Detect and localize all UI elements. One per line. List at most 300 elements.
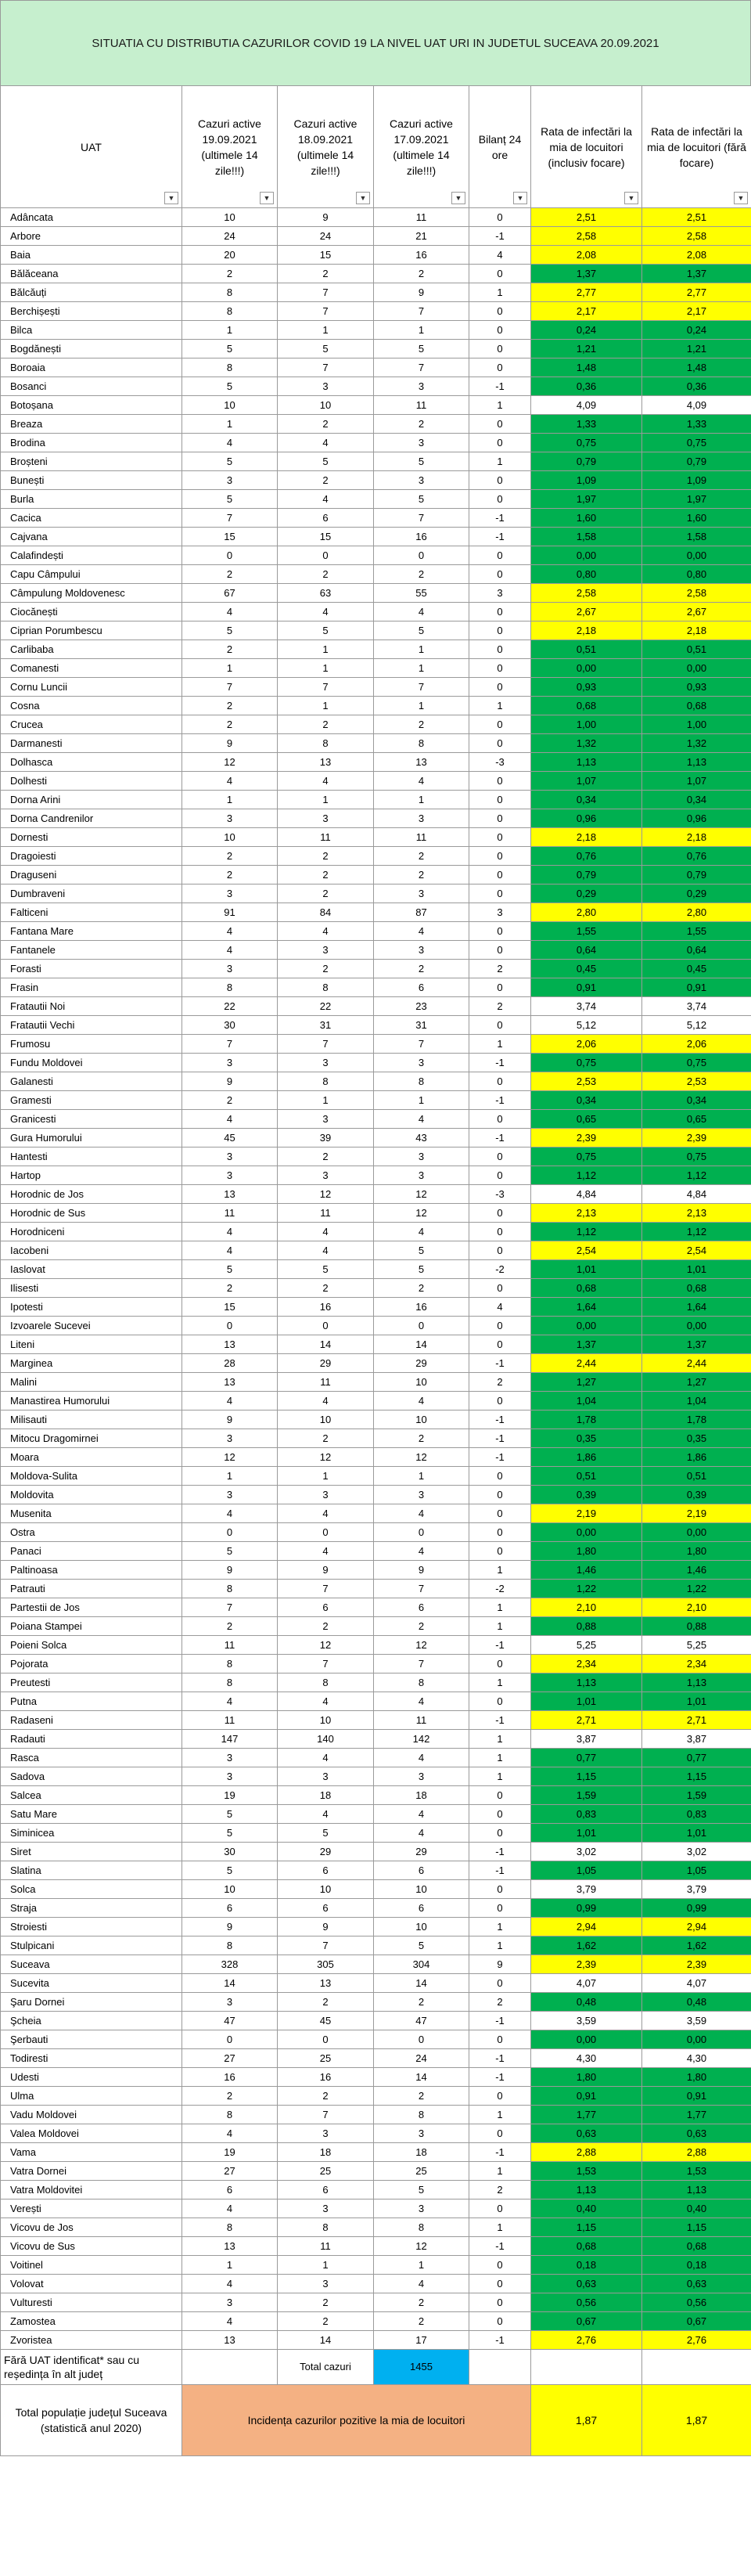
active-19-cell[interactable]: 2 <box>182 565 278 584</box>
rate-excl-cell[interactable]: 0,88 <box>642 1617 751 1636</box>
active-19-cell[interactable]: 1 <box>182 1467 278 1486</box>
active-19-cell[interactable]: 10 <box>182 1880 278 1899</box>
balance-cell[interactable]: -2 <box>469 1580 531 1598</box>
rate-excl-cell[interactable]: 1,86 <box>642 1448 751 1467</box>
active-17-cell[interactable]: 13 <box>374 753 469 772</box>
active-18-cell[interactable]: 1 <box>278 791 374 809</box>
active-18-cell[interactable]: 16 <box>278 2068 374 2087</box>
rate-incl-cell[interactable]: 1,01 <box>531 1824 642 1843</box>
rate-incl-cell[interactable]: 0,64 <box>531 941 642 960</box>
rate-excl-cell[interactable]: 0,40 <box>642 2200 751 2218</box>
active-19-cell[interactable]: 4 <box>182 1223 278 1241</box>
active-17-cell[interactable]: 25 <box>374 2162 469 2181</box>
active-18-cell[interactable]: 15 <box>278 528 374 546</box>
active-17-cell[interactable]: 1 <box>374 2256 469 2275</box>
active-19-cell[interactable]: 8 <box>182 358 278 377</box>
rate-excl-cell[interactable]: 0,76 <box>642 847 751 866</box>
active-17-cell[interactable]: 1 <box>374 791 469 809</box>
balance-cell[interactable]: 0 <box>469 1279 531 1298</box>
rate-excl-cell[interactable]: 0,34 <box>642 791 751 809</box>
uat-name-cell[interactable]: Udesti <box>1 2068 182 2087</box>
active-18-cell[interactable]: 29 <box>278 1843 374 1861</box>
active-18-cell[interactable]: 8 <box>278 1673 374 1692</box>
rate-incl-cell[interactable]: 0,77 <box>531 1749 642 1767</box>
rate-incl-cell[interactable]: 2,39 <box>531 1129 642 1147</box>
active-18-cell[interactable]: 13 <box>278 1974 374 1993</box>
active-17-cell[interactable]: 4 <box>374 1504 469 1523</box>
active-17-cell[interactable]: 2 <box>374 2087 469 2106</box>
balance-cell[interactable]: 0 <box>469 358 531 377</box>
uat-name-cell[interactable]: Bilca <box>1 321 182 340</box>
uat-name-cell[interactable]: Cosna <box>1 697 182 715</box>
active-19-cell[interactable]: 19 <box>182 2143 278 2162</box>
rate-incl-cell[interactable]: 1,22 <box>531 1580 642 1598</box>
rate-incl-cell[interactable]: 2,17 <box>531 302 642 321</box>
active-17-cell[interactable]: 23 <box>374 997 469 1016</box>
uat-name-cell[interactable]: Cajvana <box>1 528 182 546</box>
active-18-cell[interactable]: 3 <box>278 1767 374 1786</box>
active-17-cell[interactable]: 2 <box>374 1279 469 1298</box>
rate-incl-cell[interactable]: 1,58 <box>531 528 642 546</box>
uat-name-cell[interactable]: Dorna Arini <box>1 791 182 809</box>
active-18-cell[interactable]: 2 <box>278 1617 374 1636</box>
balance-cell[interactable]: -1 <box>469 1354 531 1373</box>
active-19-cell[interactable]: 5 <box>182 490 278 509</box>
active-18-cell[interactable]: 12 <box>278 1448 374 1467</box>
active-19-cell[interactable]: 4 <box>182 1110 278 1129</box>
active-19-cell[interactable]: 4 <box>182 603 278 621</box>
active-18-cell[interactable]: 7 <box>278 302 374 321</box>
uat-name-cell[interactable]: Vadu Moldovei <box>1 2106 182 2124</box>
rate-incl-cell[interactable]: 1,59 <box>531 1786 642 1805</box>
active-19-cell[interactable]: 10 <box>182 828 278 847</box>
rate-excl-cell[interactable]: 1,97 <box>642 490 751 509</box>
active-17-cell[interactable]: 9 <box>374 1561 469 1580</box>
active-18-cell[interactable]: 140 <box>278 1730 374 1749</box>
balance-cell[interactable]: 2 <box>469 960 531 978</box>
uat-name-cell[interactable]: Dornesti <box>1 828 182 847</box>
active-17-cell[interactable]: 16 <box>374 1298 469 1317</box>
active-17-cell[interactable]: 3 <box>374 1147 469 1166</box>
rate-excl-cell[interactable]: 2,10 <box>642 1598 751 1617</box>
uat-name-cell[interactable]: Forasti <box>1 960 182 978</box>
active-19-cell[interactable]: 13 <box>182 2237 278 2256</box>
rate-incl-cell[interactable]: 2,44 <box>531 1354 642 1373</box>
balance-cell[interactable]: 0 <box>469 640 531 659</box>
uat-name-cell[interactable]: Paltinoasa <box>1 1561 182 1580</box>
uat-name-cell[interactable]: Liteni <box>1 1335 182 1354</box>
active-18-cell[interactable]: 2 <box>278 471 374 490</box>
active-19-cell[interactable]: 9 <box>182 734 278 753</box>
rate-excl-cell[interactable]: 1,21 <box>642 340 751 358</box>
active-17-cell[interactable]: 10 <box>374 1918 469 1937</box>
rate-incl-cell[interactable]: 2,80 <box>531 903 642 922</box>
active-19-cell[interactable]: 10 <box>182 396 278 415</box>
rate-excl-cell[interactable]: 0,18 <box>642 2256 751 2275</box>
uat-name-cell[interactable]: Dolhasca <box>1 753 182 772</box>
rate-excl-cell[interactable]: 2,53 <box>642 1072 751 1091</box>
balance-cell[interactable]: 0 <box>469 1504 531 1523</box>
rate-excl-cell[interactable]: 3,02 <box>642 1843 751 1861</box>
active-17-cell[interactable]: 2 <box>374 2312 469 2331</box>
active-19-cell[interactable]: 2 <box>182 866 278 884</box>
active-17-cell[interactable]: 87 <box>374 903 469 922</box>
uat-name-cell[interactable]: Dumbraveni <box>1 884 182 903</box>
rate-excl-cell[interactable]: 0,51 <box>642 640 751 659</box>
active-18-cell[interactable]: 2 <box>278 565 374 584</box>
active-19-cell[interactable]: 3 <box>182 960 278 978</box>
active-18-cell[interactable]: 2 <box>278 1279 374 1298</box>
active-18-cell[interactable]: 6 <box>278 2181 374 2200</box>
uat-name-cell[interactable]: Musenita <box>1 1504 182 1523</box>
active-18-cell[interactable]: 24 <box>278 227 374 246</box>
active-18-cell[interactable]: 2 <box>278 1993 374 2012</box>
active-17-cell[interactable]: 4 <box>374 603 469 621</box>
balance-cell[interactable]: 9 <box>469 1955 531 1974</box>
uat-name-cell[interactable]: Câmpulung Moldovenesc <box>1 584 182 603</box>
rate-incl-cell[interactable]: 0,18 <box>531 2256 642 2275</box>
active-17-cell[interactable]: 12 <box>374 1185 469 1204</box>
active-18-cell[interactable]: 10 <box>278 1880 374 1899</box>
rate-incl-cell[interactable]: 0,35 <box>531 1429 642 1448</box>
active-17-cell[interactable]: 7 <box>374 1655 469 1673</box>
balance-cell[interactable]: 1 <box>469 1673 531 1692</box>
active-18-cell[interactable]: 6 <box>278 509 374 528</box>
rate-excl-cell[interactable]: 3,87 <box>642 1730 751 1749</box>
rate-incl-cell[interactable]: 1,21 <box>531 340 642 358</box>
active-17-cell[interactable]: 7 <box>374 1580 469 1598</box>
rate-incl-cell[interactable]: 0,93 <box>531 678 642 697</box>
rate-incl-cell[interactable]: 1,12 <box>531 1166 642 1185</box>
balance-cell[interactable]: 0 <box>469 1542 531 1561</box>
active-17-cell[interactable]: 3 <box>374 2124 469 2143</box>
rate-incl-cell[interactable]: 0,75 <box>531 1147 642 1166</box>
uat-name-cell[interactable]: Voitinel <box>1 2256 182 2275</box>
rate-excl-cell[interactable]: 1,78 <box>642 1410 751 1429</box>
active-17-cell[interactable]: 47 <box>374 2012 469 2030</box>
uat-name-cell[interactable]: Zamostea <box>1 2312 182 2331</box>
uat-name-cell[interactable]: Cornu Luncii <box>1 678 182 697</box>
uat-name-cell[interactable]: Gura Humorului <box>1 1129 182 1147</box>
active-18-cell[interactable]: 12 <box>278 1185 374 1204</box>
rate-incl-cell[interactable]: 3,02 <box>531 1843 642 1861</box>
balance-cell[interactable]: -1 <box>469 1091 531 1110</box>
balance-cell[interactable]: 1 <box>469 452 531 471</box>
rate-incl-cell[interactable]: 1,33 <box>531 415 642 434</box>
balance-cell[interactable]: -1 <box>469 2237 531 2256</box>
balance-cell[interactable]: 0 <box>469 302 531 321</box>
balance-cell[interactable]: 0 <box>469 791 531 809</box>
balance-cell[interactable]: 1 <box>469 1937 531 1955</box>
rate-excl-cell[interactable]: 1,00 <box>642 715 751 734</box>
active-19-cell[interactable]: 4 <box>182 434 278 452</box>
rate-excl-cell[interactable]: 0,39 <box>642 1486 751 1504</box>
rate-incl-cell[interactable]: 1,12 <box>531 1223 642 1241</box>
active-18-cell[interactable]: 7 <box>278 1655 374 1673</box>
active-17-cell[interactable]: 1 <box>374 697 469 715</box>
balance-cell[interactable]: 0 <box>469 1392 531 1410</box>
active-17-cell[interactable]: 16 <box>374 246 469 265</box>
balance-cell[interactable]: 1 <box>469 1767 531 1786</box>
active-18-cell[interactable]: 1 <box>278 321 374 340</box>
active-19-cell[interactable]: 11 <box>182 1636 278 1655</box>
rate-incl-cell[interactable]: 1,32 <box>531 734 642 753</box>
rate-excl-cell[interactable]: 1,15 <box>642 1767 751 1786</box>
rate-excl-cell[interactable]: 0,00 <box>642 1317 751 1335</box>
uat-name-cell[interactable]: Boroaia <box>1 358 182 377</box>
rate-incl-cell[interactable]: 1,46 <box>531 1561 642 1580</box>
uat-name-cell[interactable]: Rasca <box>1 1749 182 1767</box>
rate-excl-cell[interactable]: 1,12 <box>642 1166 751 1185</box>
active-18-cell[interactable]: 2 <box>278 960 374 978</box>
rate-incl-cell[interactable]: 4,09 <box>531 396 642 415</box>
balance-cell[interactable]: -1 <box>469 2049 531 2068</box>
active-17-cell[interactable]: 3 <box>374 1486 469 1504</box>
active-17-cell[interactable]: 4 <box>374 1392 469 1410</box>
rate-excl-cell[interactable]: 3,74 <box>642 997 751 1016</box>
balance-cell[interactable]: 0 <box>469 1523 531 1542</box>
rate-incl-cell[interactable]: 2,13 <box>531 1204 642 1223</box>
active-18-cell[interactable]: 3 <box>278 1166 374 1185</box>
balance-cell[interactable]: -1 <box>469 2068 531 2087</box>
uat-name-cell[interactable]: Zvoristea <box>1 2331 182 2350</box>
balance-cell[interactable]: 0 <box>469 415 531 434</box>
active-18-cell[interactable]: 10 <box>278 396 374 415</box>
active-17-cell[interactable]: 4 <box>374 1749 469 1767</box>
uat-name-cell[interactable]: Partestii de Jos <box>1 1598 182 1617</box>
uat-name-cell[interactable]: Şcheia <box>1 2012 182 2030</box>
balance-cell[interactable]: 0 <box>469 847 531 866</box>
active-18-cell[interactable]: 3 <box>278 377 374 396</box>
rate-incl-cell[interactable]: 2,08 <box>531 246 642 265</box>
rate-incl-cell[interactable]: 2,18 <box>531 621 642 640</box>
rate-incl-cell[interactable]: 0,63 <box>531 2124 642 2143</box>
uat-name-cell[interactable]: Moldova-Sulita <box>1 1467 182 1486</box>
active-18-cell[interactable]: 2 <box>278 2312 374 2331</box>
uat-name-cell[interactable]: Siminicea <box>1 1824 182 1843</box>
active-19-cell[interactable]: 5 <box>182 340 278 358</box>
rate-excl-cell[interactable]: 1,55 <box>642 922 751 941</box>
active-17-cell[interactable]: 2 <box>374 847 469 866</box>
rate-excl-cell[interactable]: 0,45 <box>642 960 751 978</box>
rate-excl-cell[interactable]: 0,29 <box>642 884 751 903</box>
balance-cell[interactable]: 1 <box>469 1918 531 1937</box>
active-17-cell[interactable]: 6 <box>374 1861 469 1880</box>
active-19-cell[interactable]: 5 <box>182 621 278 640</box>
active-17-cell[interactable]: 14 <box>374 1335 469 1354</box>
rate-excl-cell[interactable]: 0,79 <box>642 452 751 471</box>
balance-cell[interactable]: 0 <box>469 1974 531 1993</box>
active-18-cell[interactable]: 63 <box>278 584 374 603</box>
rate-incl-cell[interactable]: 0,83 <box>531 1805 642 1824</box>
rate-excl-cell[interactable]: 0,35 <box>642 1429 751 1448</box>
rate-incl-cell[interactable]: 0,39 <box>531 1486 642 1504</box>
rate-excl-cell[interactable]: 0,51 <box>642 1467 751 1486</box>
active-17-cell[interactable]: 12 <box>374 2237 469 2256</box>
uat-name-cell[interactable]: Brodina <box>1 434 182 452</box>
rate-excl-cell[interactable]: 1,46 <box>642 1561 751 1580</box>
active-17-cell[interactable]: 6 <box>374 1899 469 1918</box>
active-19-cell[interactable]: 6 <box>182 1899 278 1918</box>
rate-excl-cell[interactable]: 1,27 <box>642 1373 751 1392</box>
rate-excl-cell[interactable]: 2,18 <box>642 828 751 847</box>
active-18-cell[interactable]: 11 <box>278 2237 374 2256</box>
active-19-cell[interactable]: 1 <box>182 2256 278 2275</box>
uat-name-cell[interactable]: Crucea <box>1 715 182 734</box>
uat-name-cell[interactable]: Frumosu <box>1 1035 182 1054</box>
uat-name-cell[interactable]: Putna <box>1 1692 182 1711</box>
rate-incl-cell[interactable]: 2,18 <box>531 828 642 847</box>
uat-name-cell[interactable]: Bosanci <box>1 377 182 396</box>
rate-incl-cell[interactable]: 1,15 <box>531 1767 642 1786</box>
rate-incl-cell[interactable]: 2,54 <box>531 1241 642 1260</box>
balance-cell[interactable]: 0 <box>469 1016 531 1035</box>
rate-incl-cell[interactable]: 1,80 <box>531 1542 642 1561</box>
rate-incl-cell[interactable]: 1,64 <box>531 1298 642 1317</box>
balance-cell[interactable]: 0 <box>469 1241 531 1260</box>
rate-incl-cell[interactable]: 0,80 <box>531 565 642 584</box>
rate-incl-cell[interactable]: 1,37 <box>531 265 642 283</box>
active-19-cell[interactable]: 1 <box>182 791 278 809</box>
active-19-cell[interactable]: 4 <box>182 1504 278 1523</box>
active-18-cell[interactable]: 305 <box>278 1955 374 1974</box>
rate-excl-cell[interactable]: 0,79 <box>642 866 751 884</box>
uat-name-cell[interactable]: Comanesti <box>1 659 182 678</box>
rate-excl-cell[interactable]: 2,18 <box>642 621 751 640</box>
active-18-cell[interactable]: 2 <box>278 884 374 903</box>
active-18-cell[interactable]: 0 <box>278 1523 374 1542</box>
active-17-cell[interactable]: 1 <box>374 321 469 340</box>
uat-name-cell[interactable]: Sucevita <box>1 1974 182 1993</box>
active-18-cell[interactable]: 6 <box>278 1899 374 1918</box>
active-17-cell[interactable]: 8 <box>374 734 469 753</box>
active-17-cell[interactable]: 5 <box>374 340 469 358</box>
balance-cell[interactable]: 0 <box>469 1317 531 1335</box>
active-18-cell[interactable]: 3 <box>278 2200 374 2218</box>
active-18-cell[interactable]: 2 <box>278 2293 374 2312</box>
active-17-cell[interactable]: 0 <box>374 546 469 565</box>
rate-excl-cell[interactable]: 5,25 <box>642 1636 751 1655</box>
active-18-cell[interactable]: 3 <box>278 1486 374 1504</box>
active-17-cell[interactable]: 10 <box>374 1373 469 1392</box>
rate-excl-cell[interactable]: 0,67 <box>642 2312 751 2331</box>
active-17-cell[interactable]: 18 <box>374 1786 469 1805</box>
active-19-cell[interactable]: 2 <box>182 1617 278 1636</box>
rate-excl-cell[interactable]: 1,37 <box>642 1335 751 1354</box>
rate-excl-cell[interactable]: 1,62 <box>642 1937 751 1955</box>
uat-name-cell[interactable]: Dorna Candrenilor <box>1 809 182 828</box>
balance-cell[interactable]: 0 <box>469 866 531 884</box>
active-17-cell[interactable]: 17 <box>374 2331 469 2350</box>
active-18-cell[interactable]: 2 <box>278 1429 374 1448</box>
uat-name-cell[interactable]: Solca <box>1 1880 182 1899</box>
active-17-cell[interactable]: 7 <box>374 1035 469 1054</box>
rate-excl-cell[interactable]: 0,68 <box>642 1279 751 1298</box>
rate-incl-cell[interactable]: 2,67 <box>531 603 642 621</box>
uat-name-cell[interactable]: Vatra Dornei <box>1 2162 182 2181</box>
active-18-cell[interactable]: 22 <box>278 997 374 1016</box>
active-18-cell[interactable]: 2 <box>278 415 374 434</box>
balance-cell[interactable]: -3 <box>469 753 531 772</box>
rate-excl-cell[interactable]: 2,17 <box>642 302 751 321</box>
rate-excl-cell[interactable]: 4,09 <box>642 396 751 415</box>
uat-name-cell[interactable]: Fantana Mare <box>1 922 182 941</box>
active-18-cell[interactable]: 5 <box>278 340 374 358</box>
rate-incl-cell[interactable]: 1,27 <box>531 1373 642 1392</box>
active-19-cell[interactable]: 9 <box>182 1918 278 1937</box>
active-17-cell[interactable]: 5 <box>374 2181 469 2200</box>
rate-excl-cell[interactable]: 1,33 <box>642 415 751 434</box>
balance-cell[interactable]: 0 <box>469 1824 531 1843</box>
active-17-cell[interactable]: 8 <box>374 2218 469 2237</box>
rate-incl-cell[interactable]: 1,13 <box>531 2181 642 2200</box>
balance-cell[interactable]: -1 <box>469 227 531 246</box>
uat-name-cell[interactable]: Moara <box>1 1448 182 1467</box>
active-19-cell[interactable]: 27 <box>182 2162 278 2181</box>
rate-excl-cell[interactable]: 0,68 <box>642 697 751 715</box>
active-18-cell[interactable]: 4 <box>278 1692 374 1711</box>
rate-incl-cell[interactable]: 1,13 <box>531 753 642 772</box>
active-17-cell[interactable]: 2 <box>374 1617 469 1636</box>
active-17-cell[interactable]: 4 <box>374 1805 469 1824</box>
uat-name-cell[interactable]: Gramesti <box>1 1091 182 1110</box>
active-17-cell[interactable]: 10 <box>374 1410 469 1429</box>
rate-incl-cell[interactable]: 0,24 <box>531 321 642 340</box>
rate-incl-cell[interactable]: 1,60 <box>531 509 642 528</box>
uat-name-cell[interactable]: Siret <box>1 1843 182 1861</box>
active-19-cell[interactable]: 47 <box>182 2012 278 2030</box>
active-18-cell[interactable]: 4 <box>278 434 374 452</box>
active-17-cell[interactable]: 3 <box>374 434 469 452</box>
active-19-cell[interactable]: 4 <box>182 1392 278 1410</box>
rate-incl-cell[interactable]: 1,09 <box>531 471 642 490</box>
active-17-cell[interactable]: 43 <box>374 1129 469 1147</box>
rate-incl-cell[interactable]: 0,65 <box>531 1110 642 1129</box>
rate-incl-cell[interactable]: 2,10 <box>531 1598 642 1617</box>
uat-name-cell[interactable]: Sadova <box>1 1767 182 1786</box>
rate-excl-cell[interactable]: 0,75 <box>642 434 751 452</box>
active-19-cell[interactable]: 5 <box>182 1542 278 1561</box>
balance-cell[interactable]: 0 <box>469 1335 531 1354</box>
active-17-cell[interactable]: 0 <box>374 1523 469 1542</box>
balance-cell[interactable]: 0 <box>469 1147 531 1166</box>
rate-excl-cell[interactable]: 0,00 <box>642 546 751 565</box>
active-18-cell[interactable]: 18 <box>278 2143 374 2162</box>
uat-name-cell[interactable]: Draguseni <box>1 866 182 884</box>
active-18-cell[interactable]: 3 <box>278 2124 374 2143</box>
active-18-cell[interactable]: 1 <box>278 2256 374 2275</box>
uat-name-cell[interactable]: Fantanele <box>1 941 182 960</box>
rate-excl-cell[interactable]: 1,13 <box>642 2181 751 2200</box>
uat-name-cell[interactable]: Panaci <box>1 1542 182 1561</box>
uat-name-cell[interactable]: Adâncata <box>1 208 182 227</box>
balance-cell[interactable]: 0 <box>469 2312 531 2331</box>
active-19-cell[interactable]: 8 <box>182 302 278 321</box>
balance-cell[interactable]: -1 <box>469 1429 531 1448</box>
uat-name-cell[interactable]: Poieni Solca <box>1 1636 182 1655</box>
rate-excl-cell[interactable]: 1,01 <box>642 1824 751 1843</box>
rate-excl-cell[interactable]: 2,67 <box>642 603 751 621</box>
active-19-cell[interactable]: 8 <box>182 283 278 302</box>
active-17-cell[interactable]: 0 <box>374 1317 469 1335</box>
balance-cell[interactable]: 0 <box>469 471 531 490</box>
rate-excl-cell[interactable]: 1,22 <box>642 1580 751 1598</box>
balance-cell[interactable]: 0 <box>469 603 531 621</box>
uat-name-cell[interactable]: Breaza <box>1 415 182 434</box>
rate-excl-cell[interactable]: 2,94 <box>642 1918 751 1937</box>
uat-name-cell[interactable]: Fratautii Vechi <box>1 1016 182 1035</box>
rate-excl-cell[interactable]: 1,15 <box>642 2218 751 2237</box>
